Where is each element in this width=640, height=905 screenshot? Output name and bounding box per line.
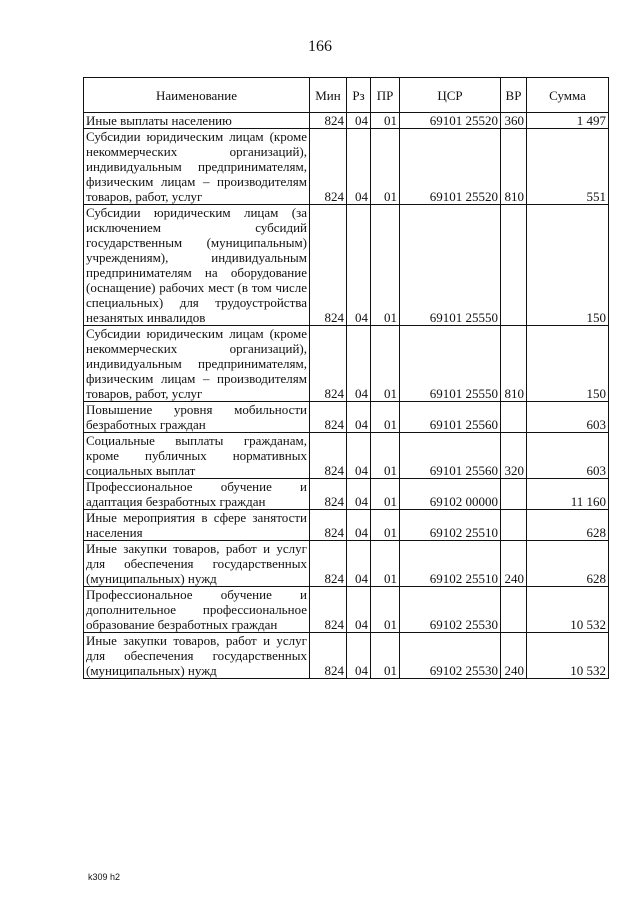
row-vr bbox=[501, 510, 527, 541]
row-rz: 04 bbox=[347, 113, 371, 129]
header-vr: ВР bbox=[501, 78, 527, 113]
row-sum: 603 bbox=[527, 433, 609, 479]
row-csr: 69102 25530 bbox=[400, 633, 501, 679]
row-min: 824 bbox=[310, 633, 347, 679]
table-row bbox=[84, 326, 609, 402]
header-sum: Сумма bbox=[527, 78, 609, 113]
table-row bbox=[84, 433, 609, 479]
row-pr: 01 bbox=[371, 433, 400, 479]
footer-code: k309 h2 bbox=[88, 872, 121, 882]
row-pr: 01 bbox=[371, 402, 400, 433]
table-row bbox=[84, 587, 609, 633]
row-rz: 04 bbox=[347, 402, 371, 433]
header-min: Мин bbox=[310, 78, 347, 113]
row-csr: 69101 25550 bbox=[400, 326, 501, 402]
row-name: Иные закупки товаров, работ и услуг для обеспечения государственных (муниципальных) нужд bbox=[84, 633, 310, 679]
row-csr: 69101 25520 bbox=[400, 129, 501, 205]
row-name: Субсидии юридическим лицам (кроме некоммерческих организаций), индивидуальным предпринимателям, физическим лицам – производителям товаров, работ, услуг bbox=[84, 129, 310, 205]
row-min: 824 bbox=[310, 510, 347, 541]
row-rz: 04 bbox=[347, 326, 371, 402]
row-min: 824 bbox=[310, 129, 347, 205]
table-row bbox=[84, 402, 609, 433]
row-csr: 69102 00000 bbox=[400, 479, 501, 510]
row-min: 824 bbox=[310, 479, 347, 510]
row-min: 824 bbox=[310, 541, 347, 587]
row-pr: 01 bbox=[371, 326, 400, 402]
row-min: 824 bbox=[310, 433, 347, 479]
table-row bbox=[84, 541, 609, 587]
row-rz: 04 bbox=[347, 433, 371, 479]
row-name: Иные выплаты населению bbox=[84, 113, 310, 129]
header-pr: ПР bbox=[371, 78, 400, 113]
table-row bbox=[84, 633, 609, 679]
row-sum: 10 532 bbox=[527, 633, 609, 679]
row-name: Социальные выплаты гражданам, кроме публичных нормативных социальных выплат bbox=[84, 433, 310, 479]
row-rz: 04 bbox=[347, 587, 371, 633]
row-min: 824 bbox=[310, 113, 347, 129]
row-sum: 150 bbox=[527, 205, 609, 326]
table-row bbox=[84, 205, 609, 326]
row-name: Иные закупки товаров, работ и услуг для обеспечения государственных (муниципальных) нужд bbox=[84, 541, 310, 587]
row-rz: 04 bbox=[347, 633, 371, 679]
row-vr: 810 bbox=[501, 326, 527, 402]
row-pr: 01 bbox=[371, 205, 400, 326]
row-vr: 240 bbox=[501, 541, 527, 587]
row-rz: 04 bbox=[347, 205, 371, 326]
row-vr: 320 bbox=[501, 433, 527, 479]
row-csr: 69102 25530 bbox=[400, 587, 501, 633]
header-csr: ЦСР bbox=[400, 78, 501, 113]
row-rz: 04 bbox=[347, 510, 371, 541]
row-rz: 04 bbox=[347, 541, 371, 587]
row-pr: 01 bbox=[371, 129, 400, 205]
row-pr: 01 bbox=[371, 479, 400, 510]
row-sum: 628 bbox=[527, 510, 609, 541]
row-csr: 69101 25560 bbox=[400, 433, 501, 479]
header-name: Наименование bbox=[84, 78, 310, 113]
row-name: Субсидии юридическим лицам (за исключением субсидий государственным (муниципальным) учреждениям), индивидуальным предпринимателям на оборудование (оснащение) рабочих мест (в том числе специальных) для трудоустройства незанятых инвалидов bbox=[84, 205, 310, 326]
row-name: Субсидии юридическим лицам (кроме некоммерческих организаций), индивидуальным предпринимателям, физическим лицам – производителям товаров, работ, услуг bbox=[84, 326, 310, 402]
row-sum: 150 bbox=[527, 326, 609, 402]
row-min: 824 bbox=[310, 205, 347, 326]
row-sum: 1 497 bbox=[527, 113, 609, 129]
table-row bbox=[84, 510, 609, 541]
row-vr bbox=[501, 479, 527, 510]
row-rz: 04 bbox=[347, 129, 371, 205]
row-csr: 69102 25510 bbox=[400, 510, 501, 541]
table-row bbox=[84, 479, 609, 510]
row-vr: 810 bbox=[501, 129, 527, 205]
row-vr bbox=[501, 205, 527, 326]
row-pr: 01 bbox=[371, 633, 400, 679]
row-vr: 240 bbox=[501, 633, 527, 679]
row-pr: 01 bbox=[371, 541, 400, 587]
table-row bbox=[84, 129, 609, 205]
row-min: 824 bbox=[310, 326, 347, 402]
row-vr bbox=[501, 402, 527, 433]
row-vr: 360 bbox=[501, 113, 527, 129]
row-name: Профессиональное обучение и адаптация безработных граждан bbox=[84, 479, 310, 510]
row-name: Повышение уровня мобильности безработных граждан bbox=[84, 402, 310, 433]
row-sum: 11 160 bbox=[527, 479, 609, 510]
row-name: Иные мероприятия в сфере занятости населения bbox=[84, 510, 310, 541]
header-rz: Рз bbox=[347, 78, 371, 113]
row-csr: 69101 25550 bbox=[400, 205, 501, 326]
row-min: 824 bbox=[310, 402, 347, 433]
row-csr: 69101 25520 bbox=[400, 113, 501, 129]
row-sum: 603 bbox=[527, 402, 609, 433]
row-sum: 551 bbox=[527, 129, 609, 205]
row-name: Профессиональное обучение и дополнительное профессиональное образование безработных граждан bbox=[84, 587, 310, 633]
row-sum: 628 bbox=[527, 541, 609, 587]
row-rz: 04 bbox=[347, 479, 371, 510]
row-pr: 01 bbox=[371, 113, 400, 129]
table-header-row bbox=[84, 78, 609, 113]
page-number: 166 bbox=[308, 38, 332, 55]
row-min: 824 bbox=[310, 587, 347, 633]
row-csr: 69102 25510 bbox=[400, 541, 501, 587]
budget-table bbox=[83, 77, 609, 679]
row-csr: 69101 25560 bbox=[400, 402, 501, 433]
row-sum: 10 532 bbox=[527, 587, 609, 633]
row-vr bbox=[501, 587, 527, 633]
row-pr: 01 bbox=[371, 510, 400, 541]
row-pr: 01 bbox=[371, 587, 400, 633]
table-row bbox=[84, 113, 609, 129]
